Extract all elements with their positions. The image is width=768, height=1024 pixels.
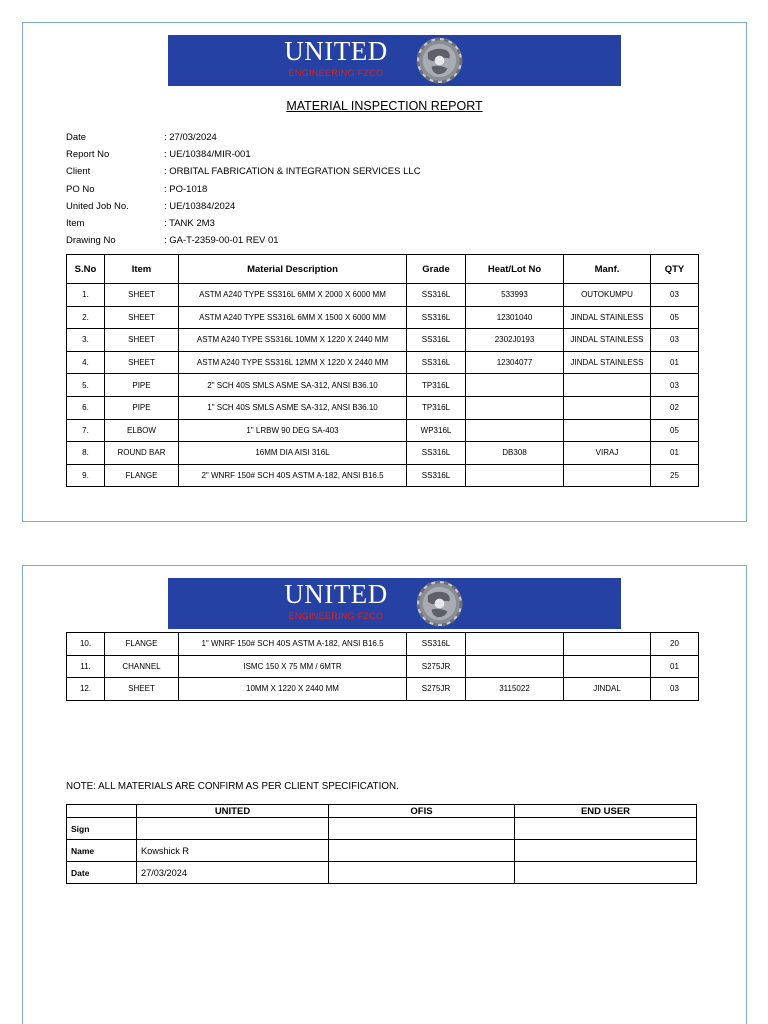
table-row (67, 396, 699, 419)
cell (329, 818, 515, 840)
row-label: Name (67, 840, 137, 862)
table-row (67, 306, 699, 329)
cell: 16MM DIA AISI 316L (179, 442, 407, 465)
cell: 12. (67, 678, 105, 701)
report-title: MATERIAL INSPECTION REPORT (286, 99, 483, 113)
column-header: QTY (651, 255, 699, 284)
table-header-row (67, 255, 699, 284)
cell: 3. (67, 329, 105, 352)
cell: 7. (67, 419, 105, 442)
table-row (67, 374, 699, 397)
cell: 10MM X 1220 X 2440 MM (179, 678, 407, 701)
cell: FLANGE (105, 464, 179, 487)
cell: 11. (67, 655, 105, 678)
cell (329, 840, 515, 862)
cell: 1. (67, 284, 105, 307)
cell: 2" SCH 40S SMLS ASME SA-312, ANSI B36.10 (179, 374, 407, 397)
cell: 25 (651, 464, 699, 487)
column-header: Material Description (179, 255, 407, 284)
company-banner (168, 35, 621, 86)
cell: ELBOW (105, 419, 179, 442)
cell: S275JR (407, 655, 466, 678)
cell: JINDAL STAINLESS (564, 306, 651, 329)
brand-subtitle: ENGINEERING FZCO (288, 611, 384, 621)
column-header: UNITED (137, 805, 329, 818)
materials-table-continued (66, 632, 699, 701)
cell: 533993 (466, 284, 564, 307)
info-value: : ORBITAL FABRICATION & INTEGRATION SERVICES LLC (164, 166, 421, 178)
cell: TP316L (407, 396, 466, 419)
cell: 4. (67, 351, 105, 374)
cell: SS316L (407, 633, 466, 656)
brand-subtitle: ENGINEERING FZCO (288, 68, 384, 78)
cell: 05 (651, 306, 699, 329)
row-label: Sign (67, 818, 137, 840)
cell: ASTM A240 TYPE SS316L 6MM X 1500 X 6000 MM (179, 306, 407, 329)
cell: 1" LRBW 90 DEG SA-403 (179, 419, 407, 442)
cell (466, 396, 564, 419)
signoff-row-sign (67, 818, 697, 840)
cell: 2" WNRF 150# SCH 40S ASTM A-182, ANSI B16.5 (179, 464, 407, 487)
cell: 02 (651, 396, 699, 419)
cell: ROUND BAR (105, 442, 179, 465)
cell: TP316L (407, 374, 466, 397)
cell (466, 419, 564, 442)
cell: VIRAJ (564, 442, 651, 465)
cell: FLANGE (105, 633, 179, 656)
cell (564, 655, 651, 678)
column-header: END USER (515, 805, 697, 818)
cell: JINDAL (564, 678, 651, 701)
cell: SS316L (407, 284, 466, 307)
cell: ASTM A240 TYPE SS316L 12MM X 1220 X 2440 MM (179, 351, 407, 374)
cell: JINDAL STAINLESS (564, 351, 651, 374)
info-label: PO No (66, 183, 95, 195)
cell (137, 818, 329, 840)
cell (329, 862, 515, 884)
column-header: Grade (407, 255, 466, 284)
column-header: Manf. (564, 255, 651, 284)
globe-gear-icon (416, 37, 463, 84)
cell: 9. (67, 464, 105, 487)
cell (466, 633, 564, 656)
cell: ASTM A240 TYPE SS316L 10MM X 1220 X 2440 MM (179, 329, 407, 352)
signoff-row-name (67, 840, 697, 862)
table-row (67, 284, 699, 307)
row-label: Date (67, 862, 137, 884)
cell: 1" WNRF 150# SCH 40S ASTM A-182, ANSI B16.5 (179, 633, 407, 656)
info-label: Item (66, 217, 85, 229)
table-row (67, 464, 699, 487)
cell: 03 (651, 374, 699, 397)
cell: CHANNEL (105, 655, 179, 678)
cell: Kowshick R (137, 840, 329, 862)
info-value: : 27/03/2024 (164, 132, 217, 143)
info-value: : TANK 2M3 (164, 217, 215, 229)
info-value: : UE/10384/2024 (164, 200, 236, 212)
cell: S275JR (407, 678, 466, 701)
cell: 27/03/2024 (137, 862, 329, 884)
info-label: Date (66, 132, 87, 143)
cell: JINDAL STAINLESS (564, 329, 651, 352)
cell: SHEET (105, 329, 179, 352)
document-page-2 (22, 565, 747, 1024)
cell: 2. (67, 306, 105, 329)
table-row (67, 655, 699, 678)
cell: OUTOKUMPU (564, 284, 651, 307)
document-page-1 (22, 22, 747, 522)
cell (466, 464, 564, 487)
table-row (67, 329, 699, 352)
cell: 20 (651, 633, 699, 656)
cell: 3115022 (466, 678, 564, 701)
column-header: S.No (67, 255, 105, 284)
cell: 01 (651, 655, 699, 678)
brand-name: UNITED (284, 36, 388, 66)
brand-name: UNITED (284, 579, 388, 609)
cell: SHEET (105, 284, 179, 307)
cell: 03 (651, 329, 699, 352)
cell: SS316L (407, 442, 466, 465)
cell: 01 (651, 442, 699, 465)
cell: PIPE (105, 396, 179, 419)
cell (515, 818, 697, 840)
info-label: Report No (66, 149, 110, 161)
table-row (67, 442, 699, 465)
cell (466, 655, 564, 678)
cell: SS316L (407, 306, 466, 329)
cell: ASTM A240 TYPE SS316L 6MM X 2000 X 6000 MM (179, 284, 407, 307)
cell (515, 862, 697, 884)
column-header: Item (105, 255, 179, 284)
table-row (67, 419, 699, 442)
cell (564, 464, 651, 487)
cell: 12301040 (466, 306, 564, 329)
cell: SHEET (105, 306, 179, 329)
globe-gear-icon (416, 580, 463, 627)
cell: 01 (651, 351, 699, 374)
column-header (67, 805, 137, 818)
cell: 8. (67, 442, 105, 465)
info-label: Client (66, 166, 91, 178)
info-label: United Job No. (66, 200, 129, 212)
cell: SS316L (407, 329, 466, 352)
column-header: OFIS (329, 805, 515, 818)
cell: 03 (651, 678, 699, 701)
table-row (67, 351, 699, 374)
cell: ISMC 150 X 75 MM / 6MTR (179, 655, 407, 678)
cell: PIPE (105, 374, 179, 397)
cell (515, 840, 697, 862)
signoff-row-date (67, 862, 697, 884)
info-value: : UE/10384/MIR-001 (164, 149, 251, 161)
cell: 5. (67, 374, 105, 397)
cell (564, 374, 651, 397)
cell: SS316L (407, 351, 466, 374)
info-value: : GA-T-2359-00-01 REV 01 (164, 235, 279, 247)
info-value: : PO-1018 (164, 183, 208, 195)
cell: SHEET (105, 678, 179, 701)
cell: 6. (67, 396, 105, 419)
signoff-header-row (67, 805, 697, 818)
materials-table (66, 254, 699, 487)
table-row (67, 633, 699, 656)
company-banner (168, 578, 621, 629)
cell: 03 (651, 284, 699, 307)
cell: 2302J0193 (466, 329, 564, 352)
table-row (67, 678, 699, 701)
cell: DB308 (466, 442, 564, 465)
cell: 12304077 (466, 351, 564, 374)
cell: 1" SCH 40S SMLS ASME SA-312, ANSI B36.10 (179, 396, 407, 419)
cell: SHEET (105, 351, 179, 374)
cell (564, 633, 651, 656)
cell: 10. (67, 633, 105, 656)
cell: SS316L (407, 464, 466, 487)
column-header: Heat/Lot No (466, 255, 564, 284)
cell: WP316L (407, 419, 466, 442)
cell (564, 396, 651, 419)
signoff-table (66, 804, 697, 884)
cell (466, 374, 564, 397)
cell: 05 (651, 419, 699, 442)
info-label: Drawing No (66, 235, 116, 247)
specification-note: NOTE: ALL MATERIALS ARE CONFIRM AS PER CLIENT SPECIFICATION. (66, 781, 399, 792)
cell (564, 419, 651, 442)
